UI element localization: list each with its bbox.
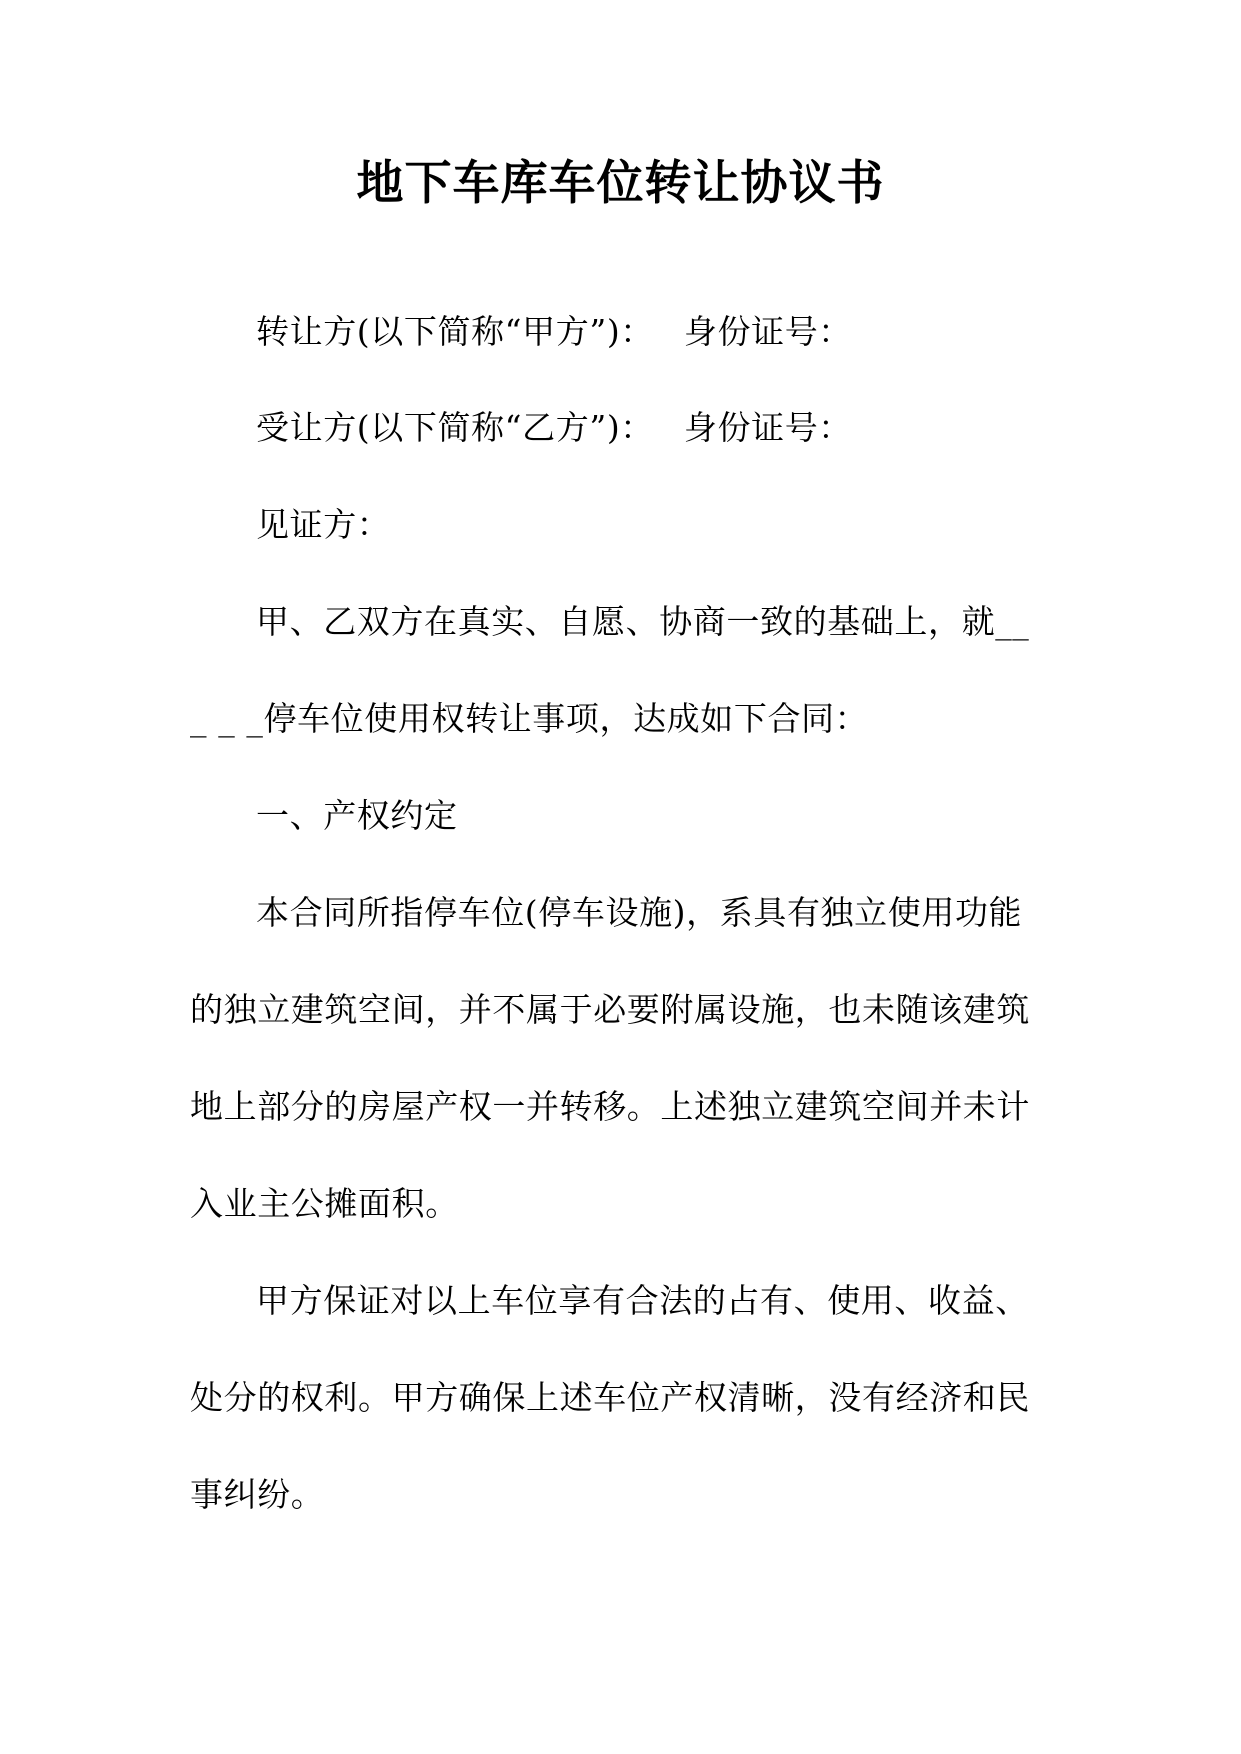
paragraph-line: 甲方保证对以上车位享有合法的占有、使用、收益、	[256, 1281, 1029, 1320]
paragraph-line: 本合同所指停车位(停车设施)，系具有独立使用功能	[256, 893, 1023, 932]
transferor-label: 转让方(以下简称“甲方”)：	[256, 312, 654, 351]
document-title: 地下车库车位转让协议书	[356, 156, 885, 211]
witness-label: 见证方：	[256, 505, 391, 544]
paragraph-line: 事纠纷。	[190, 1475, 325, 1514]
transferor-line	[256, 310, 1056, 354]
intro-line-1: 甲、乙双方在真实、自愿、协商一致的基础上，就__	[256, 602, 1030, 641]
transferee-line	[256, 406, 1056, 450]
intro-line-2: _ _ _停车位使用权转让事项，达成如下合同：	[190, 699, 869, 738]
paragraph-line: 处分的权利。甲方确保上述车位产权清晰，没有经济和民	[190, 1378, 1030, 1417]
paragraph-line: 入业主公摊面积。	[190, 1184, 459, 1223]
transferor-id-label: 身份证号：	[683, 312, 852, 351]
section-heading-property-rights: 一、产权约定	[256, 796, 458, 835]
transferee-id-label: 身份证号：	[683, 408, 852, 447]
transferee-label: 受让方(以下简称“乙方”)：	[256, 408, 654, 447]
paragraph-line: 地上部分的房屋产权一并转移。上述独立建筑空间并未计	[190, 1087, 1030, 1126]
paragraph-line: 的独立建筑空间，并不属于必要附属设施，也未随该建筑	[190, 990, 1030, 1029]
